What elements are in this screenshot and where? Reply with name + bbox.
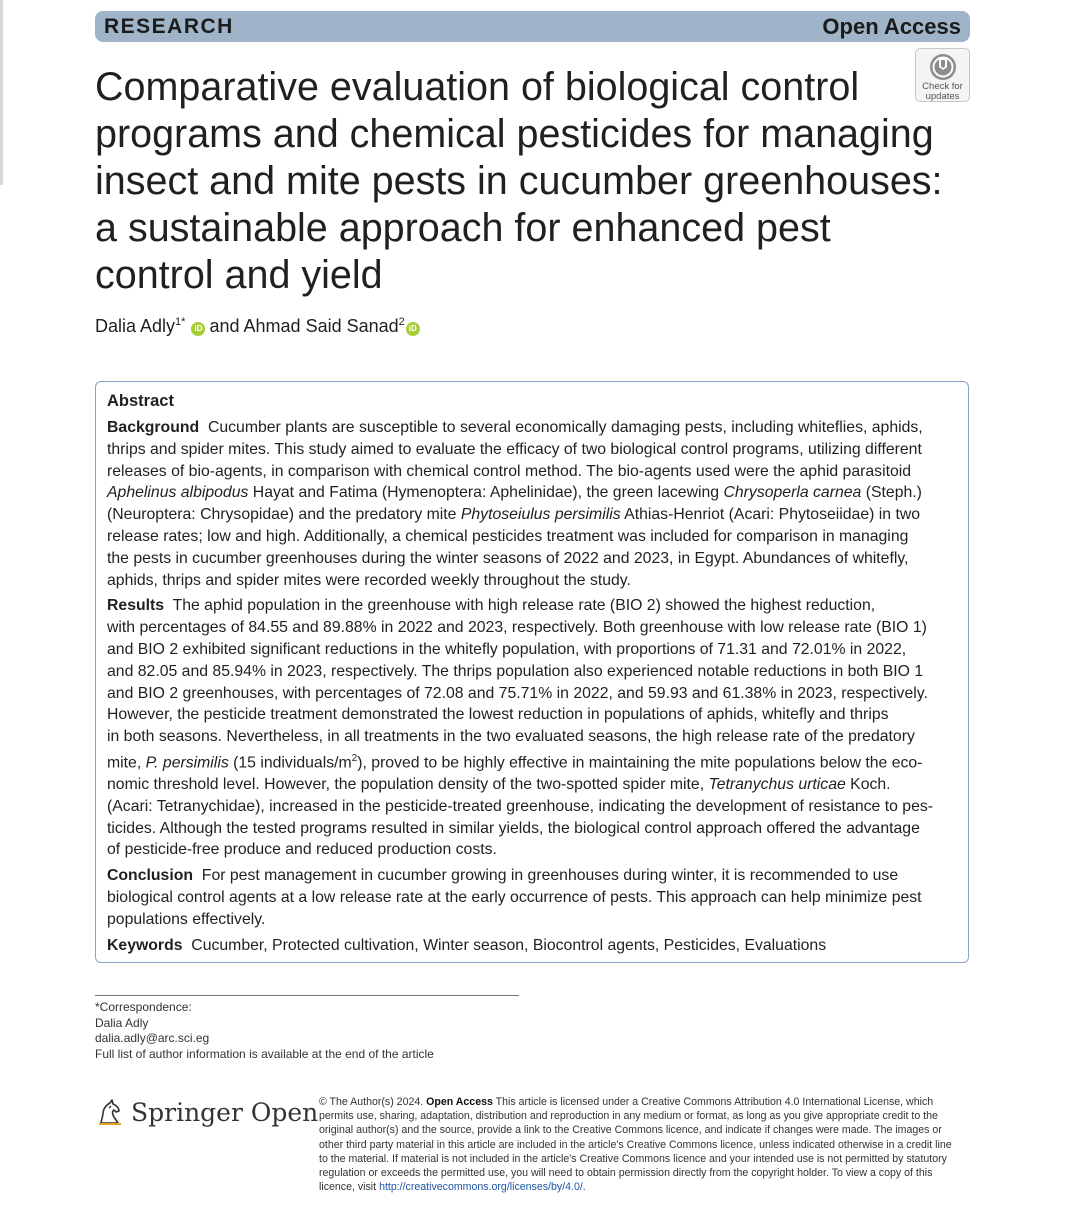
results-text: (Acari: Tetranychidae), increased in the pesticide-treated greenhouse, indicating the development of resistance to pes- [107,797,934,815]
results-text: mite, P. persimilis (15 individuals/$m^2$), proved to be highly effective in maintaining the mite populations below the eco- [107,752,923,772]
background-text: (Neuroptera: Chrysopidae) and the predatory mite Phytoseiulus persimilis Athias-Henriot (Acari: Phytoseiidae) in two [107,506,921,524]
springer-horse-icon [95,1097,125,1127]
license-line: regulation or exceeds the permitted use, you will need to obtain permission directly from the copyright holder. To view a copy of this [319,1167,933,1180]
abstract-box [95,381,969,963]
orcid-icon[interactable]: iD [191,322,205,336]
keywords-text: Cucumber, Protected cultivation, Winter season, Biocontrol agents, Pesticides, Evaluations [191,936,827,954]
title-line: Comparative evaluation of biological control [95,65,860,109]
results-text: ticides. Although the tested programs resulted in similar yields, the biological control approach offered the advantage [107,819,920,837]
check-updates-line-1: Check for [922,81,963,92]
abstract-background [107,417,957,591]
license-line: other third party material in this article are included in the article's Creative Commons licence, unless indicated otherwise in a credit line [319,1138,952,1151]
license-statement [319,1095,969,1194]
results-text: of pesticide-free produce and reduced production costs. [107,841,497,859]
article-type-banner [95,11,970,42]
results-text: with percentages of 84.55 and 89.88% in 2022 and 2023, respectively. Both greenhouse with low release rate (BIO 1) [107,619,927,637]
author-info-note: Full list of author information is available at the end of the article [95,1046,434,1061]
check-updates-line-2: updates [925,90,960,102]
conclusion-text: For pest management in cucumber growing in greenhouses during winter, it is recommended to use [201,867,899,885]
results-text: and BIO 2 greenhouses, with percentages of 72.08 and 75.71% in 2022, and 59.93 and 61.38% in 2023, respectively. [107,684,928,702]
license-line: permits use, sharing, adaptation, distribution and reproduction in any medium or format, as long as you give appropriate credit to the [319,1110,938,1123]
publisher-name: Springer Open [131,1097,319,1127]
title-line: programs and chemical pesticides for managing [95,112,934,156]
license-link[interactable]: http://creativecommons.org/licenses/by/4.0/ [379,1181,583,1194]
background-text: Cucumber plants are susceptible to several economically damaging pests, including whiteflies, aphids, [207,419,923,436]
correspondence-block [95,1000,434,1062]
license-line: original author(s) and the source, provide a link to the Creative Commons licence, and indicate if changes were made. The images or [319,1124,942,1137]
conclusion-text: populations effectively. [107,910,266,928]
results-text: The aphid population in the greenhouse with high release rate (BIO 2) showed the highest reduction, [172,597,876,615]
results-text: However, the pesticide treatment demonstrated the lowest reduction in populations of aphids, whitefly and thrips [107,706,889,724]
correspondence-name: Dalia Adly [95,1015,149,1030]
article-type-label: RESEARCH [104,14,234,38]
title-line: a sustainable approach for enhanced pest [95,206,831,250]
conclusion-text: biological control agents at a low release rate at the early occurrence of pests. This approach can help minimize pest [107,889,922,906]
open-access-label: Open Access [822,13,961,39]
author-list [95,316,424,337]
author-name-2[interactable]: Ahmad Said Sanad [243,316,399,336]
abstract-heading: Abstract [107,392,174,410]
background-text: aphids, thrips and spider mites were recorded weekly throughout the study. [107,571,631,589]
author-affiliation-2: 2 [398,316,405,328]
license-line: to the material. If material is not included in the article's Creative Commons licence and your intended use is not permitted by statutory [319,1152,947,1165]
results-text: and 82.05 and 85.94% in 2023, respectively. The thrips population also experienced notable reductions in both BIO 1 [107,662,924,680]
results-text: and BIO 2 exhibited significant reductions in the whitefly population, with proportions of 71.31 and 72.01% in 2022, [107,640,907,658]
results-text: in both seasons. Nevertheless, in all treatments in the two evaluated seasons, the high release rate of the predatory [107,728,915,746]
background-text: releases of bio-agents, in comparison with chemical control method. The bio-agents used were the aphid parasitoid [107,462,912,480]
keywords-label: Keywords [107,936,183,954]
abstract-results [107,595,957,861]
publisher-logo[interactable] [95,1097,318,1127]
background-text: thrips and spider mites. This study aimed to evaluate the efficacy of two biological control programs, utilizing different [107,440,922,458]
title-line: insect and mite pests in cucumber greenhouses: [95,159,943,203]
results-label: Results [107,597,165,615]
background-text: the pests in cucumber greenhouses during the winter seasons of 2022 and 2023, in Egypt. Abundances of whitefly, [107,549,909,567]
background-text: release rates; low and high. Additionally, a chemical pesticides treatment was included for comparison in managing [107,527,909,545]
footnote-divider [95,995,519,996]
correspondence-email[interactable]: dalia.adly@arc.sci.eg [95,1031,210,1045]
left-edge-mark [0,0,3,185]
correspondence-label: *Correspondence: [95,1000,192,1014]
article-title [95,64,980,299]
conclusion-label: Conclusion [107,867,194,885]
author-name-1[interactable]: Dalia Adly [95,316,176,336]
author-joiner: and [209,316,240,336]
orcid-icon[interactable]: iD [406,322,420,336]
author-affiliation-1: 1* [175,316,186,328]
license-line: © The Author(s) 2024. Open Access This article is licensed under a Creative Commons Attribution 4.0 International License, which [319,1096,934,1108]
background-text: Aphelinus albipodus Hayat and Fatima (Hymenoptera: Aphelinidae), the green lacewing Chrysoperla carnea (Steph.) [107,484,922,502]
abstract-keywords [107,935,957,957]
abstract-conclusion [107,865,957,930]
results-text: nomic threshold level. However, the population density of the two-spotted spider mite, Tetranychus urticae Koch. [107,776,891,794]
title-line: control and yield [95,253,383,297]
license-line: licence, visit http://creativecommons.org/licenses/by/4.0/. [319,1181,586,1194]
background-label: Background [107,419,200,436]
